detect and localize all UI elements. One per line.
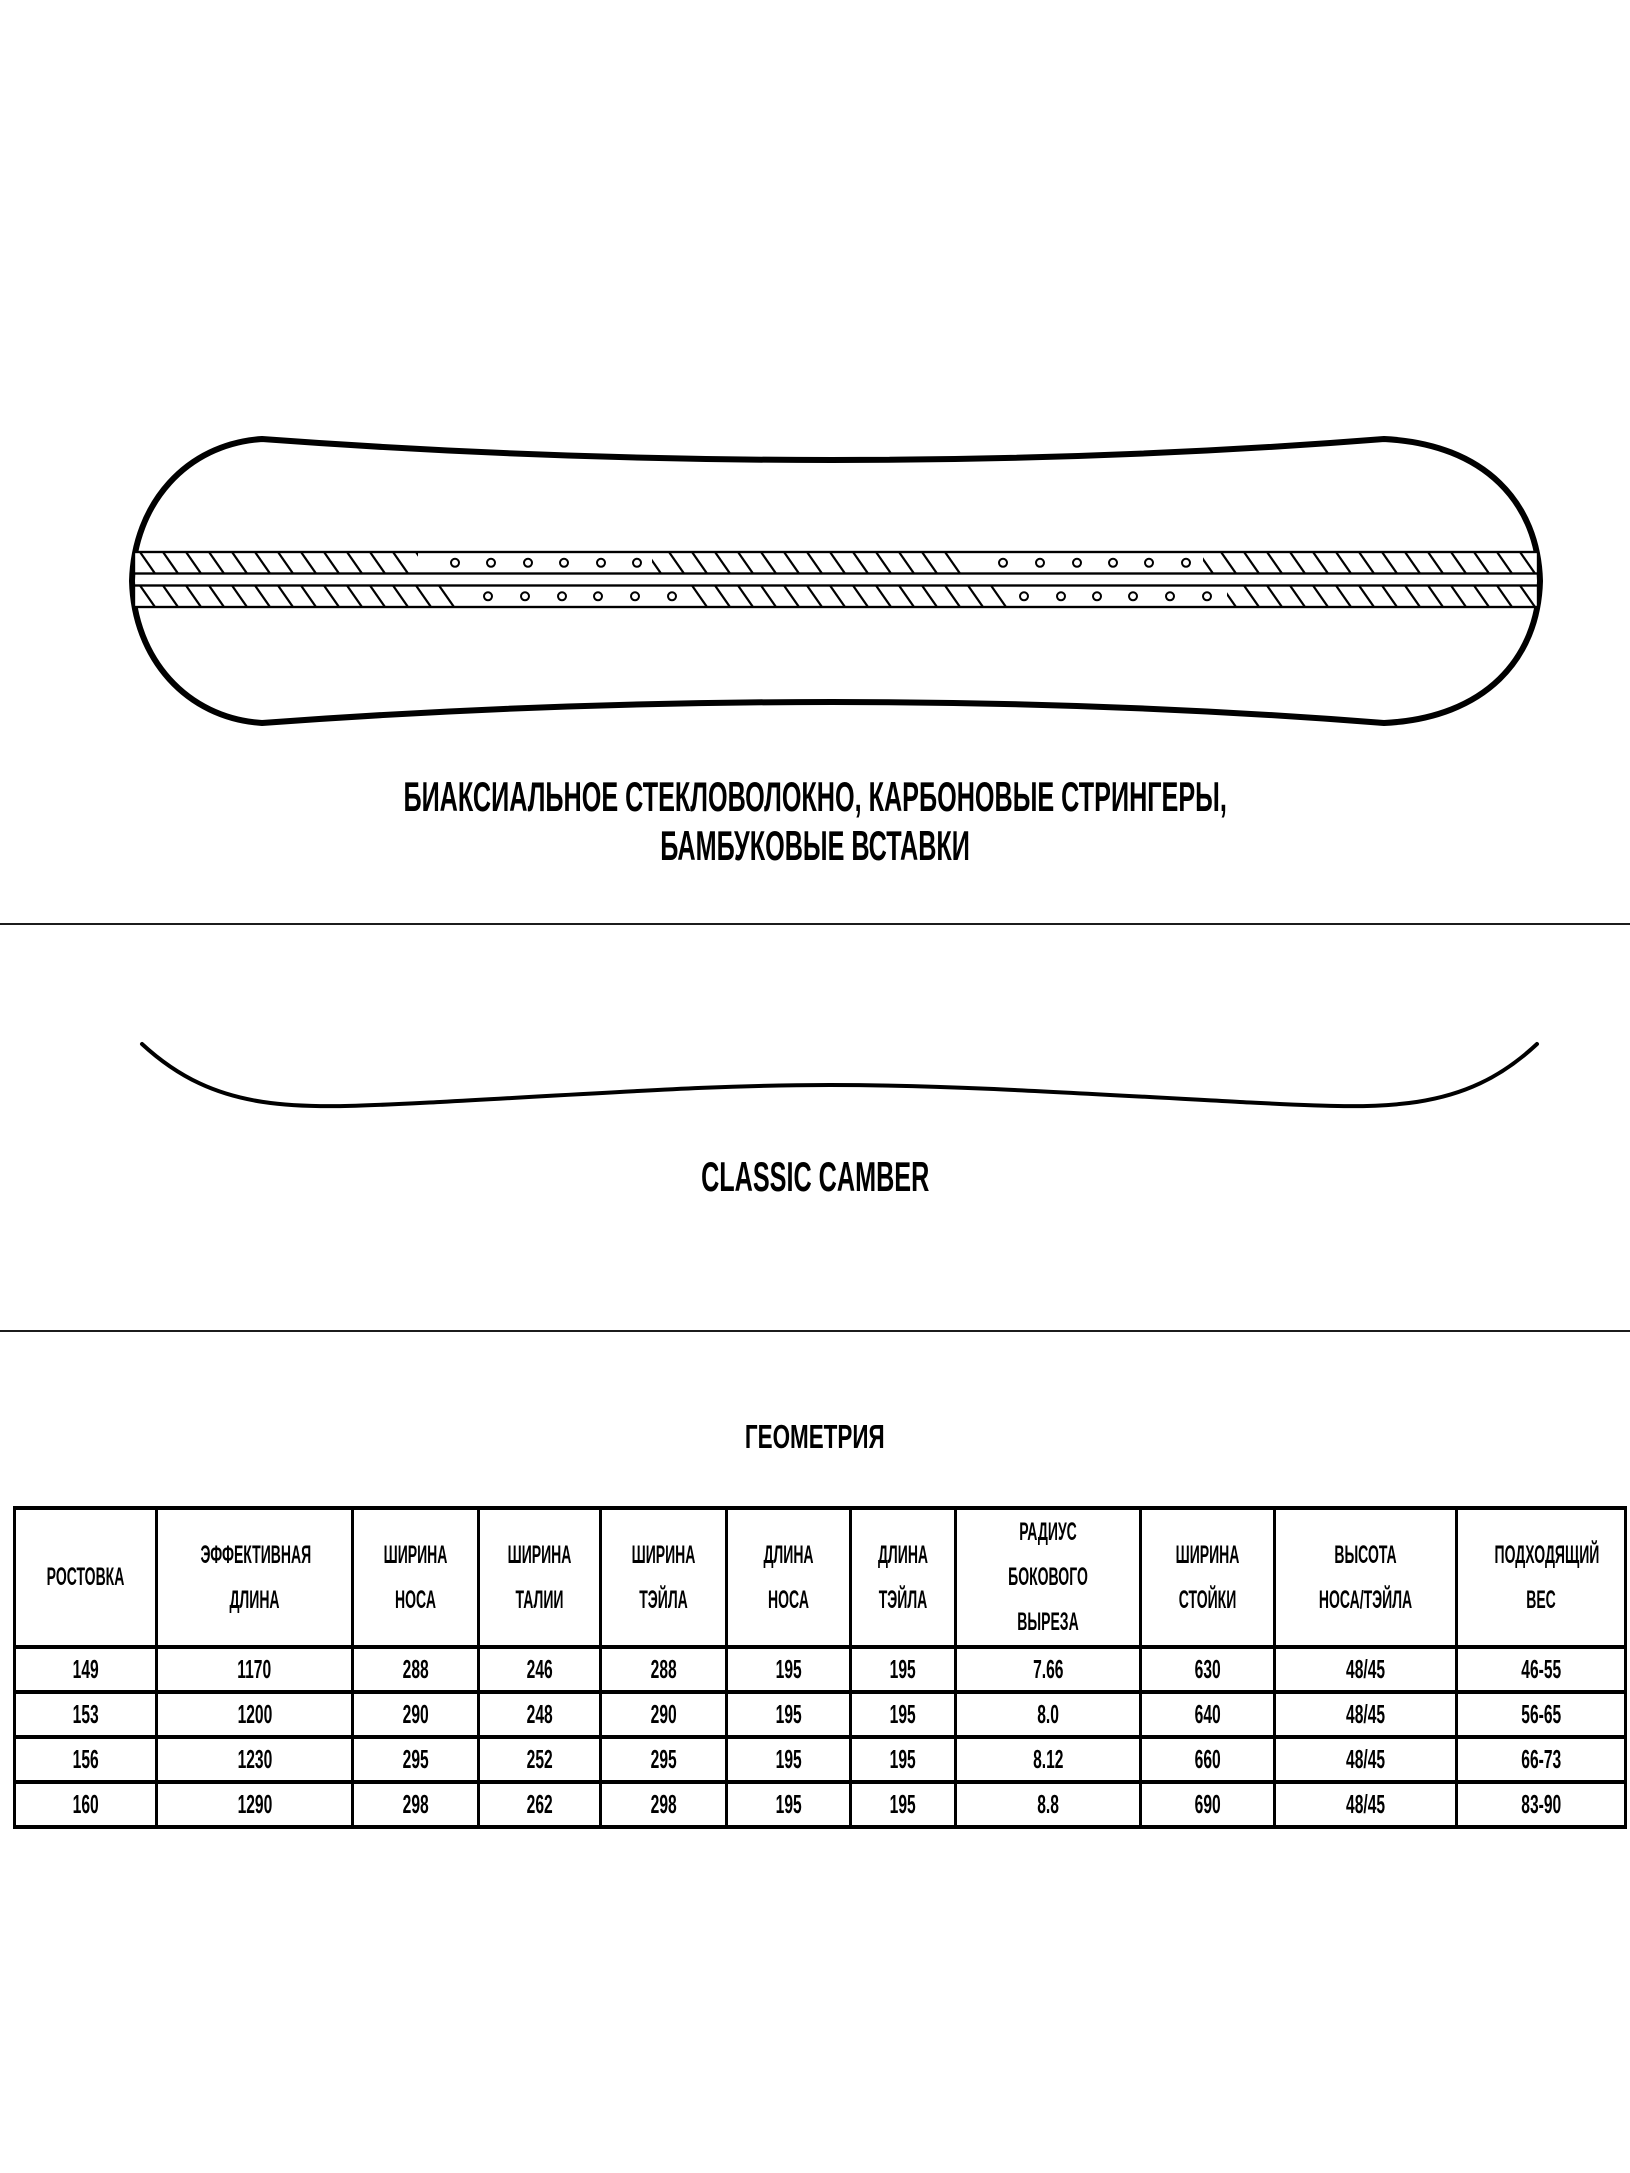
hatch-segment — [690, 586, 1012, 608]
geometry-row-153 — [15, 1692, 1626, 1737]
header-size-label: РОСТОВКА — [46, 1563, 125, 1591]
cell-value: 298 — [402, 1789, 429, 1819]
camber-curve — [142, 1044, 1537, 1106]
geometry-title-wrap — [0, 1418, 1630, 1456]
header-effective-length — [157, 1508, 353, 1647]
geometry-cell — [479, 1737, 601, 1782]
cell-value: 630 — [1194, 1654, 1221, 1684]
geometry-header-row — [15, 1508, 1626, 1647]
cell-value: 195 — [775, 1654, 802, 1684]
geometry-cell — [956, 1647, 1141, 1692]
geometry-cell — [956, 1692, 1141, 1737]
geometry-cell — [15, 1647, 157, 1692]
cell-value: 149 — [72, 1654, 99, 1684]
camber-label-wrap — [0, 1154, 1630, 1200]
header-sidecut-radius — [956, 1508, 1141, 1647]
cell-value: 252 — [526, 1744, 553, 1774]
header-size — [15, 1508, 157, 1647]
cell-value: 48/45 — [1345, 1744, 1386, 1774]
header-stance-width — [1141, 1508, 1275, 1647]
hatch-segment — [1227, 586, 1538, 608]
cell-value: 48/45 — [1345, 1654, 1386, 1684]
geometry-cell — [1457, 1737, 1626, 1782]
cell-value: 156 — [72, 1744, 99, 1774]
geometry-cell — [956, 1737, 1141, 1782]
snowboard-top-view-diagram — [90, 420, 1550, 740]
header-tail-length — [851, 1508, 956, 1647]
geometry-cell — [1275, 1782, 1457, 1827]
header-nose-width-label: ШИРИНА НОСА — [383, 1540, 448, 1614]
cell-value: 295 — [650, 1744, 677, 1774]
construction-caption-line1: БИАКСИАЛЬНОЕ СТЕКЛОВОЛОКНО, КАРБОНОВЫЕ СТРИНГЕРЫ, — [403, 773, 1227, 820]
header-tail-length-label: ДЛИНА ТЭЙЛА — [877, 1540, 929, 1614]
geometry-cell — [15, 1692, 157, 1737]
cell-value: 288 — [402, 1654, 429, 1684]
hatch-segment — [652, 552, 962, 574]
cell-value: 195 — [775, 1744, 802, 1774]
cell-value: 1290 — [237, 1789, 272, 1819]
geometry-cell — [851, 1692, 956, 1737]
geometry-cell — [601, 1647, 727, 1692]
geometry-cell — [1141, 1782, 1275, 1827]
header-waist-width-label: ШИРИНА ТАЛИИ — [507, 1540, 572, 1614]
header-stance-width-label: ШИРИНА СТОЙКИ — [1175, 1540, 1240, 1614]
geometry-cell — [15, 1782, 157, 1827]
camber-label: CLASSIC CAMBER — [700, 1153, 930, 1200]
cell-value: 640 — [1194, 1699, 1221, 1729]
geometry-cell — [353, 1782, 479, 1827]
cell-value: 262 — [526, 1789, 553, 1819]
header-nose-width — [353, 1508, 479, 1647]
cell-value: 298 — [650, 1789, 677, 1819]
header-suitable-weight — [1457, 1508, 1626, 1647]
cell-value: 8.12 — [1032, 1744, 1064, 1774]
header-nose-length — [727, 1508, 851, 1647]
cell-value: 8.8 — [1037, 1789, 1059, 1819]
geometry-cell — [851, 1737, 956, 1782]
geometry-cell — [1457, 1647, 1626, 1692]
geometry-cell — [15, 1737, 157, 1782]
geometry-cell — [727, 1737, 851, 1782]
geometry-cell — [1275, 1647, 1457, 1692]
geometry-cell — [479, 1692, 601, 1737]
hatch-segment — [134, 586, 460, 608]
cell-value: 288 — [650, 1654, 677, 1684]
cell-value: 295 — [402, 1744, 429, 1774]
cell-value: 195 — [775, 1699, 802, 1729]
cell-value: 160 — [72, 1789, 99, 1819]
header-tail-width-label: ШИРИНА ТЭЙЛА — [631, 1540, 696, 1614]
geometry-row-149 — [15, 1647, 1626, 1692]
geometry-title: ГЕОМЕТРИЯ — [745, 1418, 885, 1455]
cell-value: 660 — [1194, 1744, 1221, 1774]
camber-profile-diagram — [0, 1020, 1630, 1150]
geometry-cell — [727, 1647, 851, 1692]
cell-value: 48/45 — [1345, 1699, 1386, 1729]
header-nose-tail-height-label: ВЫСОТА НОСА/ТЭЙЛА — [1318, 1540, 1413, 1614]
cell-value: 48/45 — [1345, 1789, 1386, 1819]
geometry-cell — [1141, 1737, 1275, 1782]
geometry-cell — [479, 1782, 601, 1827]
cell-value: 56-65 — [1521, 1699, 1561, 1729]
geometry-cell — [157, 1782, 353, 1827]
cell-value: 690 — [1194, 1789, 1221, 1819]
geometry-cell — [851, 1647, 956, 1692]
geometry-cell — [727, 1692, 851, 1737]
section-divider — [0, 923, 1630, 925]
geometry-table — [13, 1506, 1627, 1829]
geometry-cell — [479, 1647, 601, 1692]
geometry-cell — [353, 1692, 479, 1737]
cell-value: 195 — [889, 1789, 917, 1819]
cell-value: 246 — [526, 1654, 553, 1684]
construction-caption — [0, 772, 1630, 870]
geometry-cell — [353, 1647, 479, 1692]
cell-value: 290 — [402, 1699, 429, 1729]
geometry-cell — [1141, 1647, 1275, 1692]
geometry-cell — [157, 1737, 353, 1782]
header-nose-length-label: ДЛИНА НОСА — [763, 1540, 814, 1614]
cell-value: 1230 — [237, 1744, 272, 1774]
header-nose-tail-height — [1275, 1508, 1457, 1647]
geometry-cell — [1275, 1737, 1457, 1782]
geometry-cell — [157, 1692, 353, 1737]
cell-value: 195 — [775, 1789, 802, 1819]
cell-value: 153 — [72, 1699, 99, 1729]
hatch-segment — [1203, 552, 1538, 574]
hatch-segment — [134, 552, 418, 574]
geometry-cell — [157, 1647, 353, 1692]
cell-value: 46-55 — [1521, 1654, 1561, 1684]
cell-value: 195 — [889, 1699, 917, 1729]
geometry-row-160 — [15, 1782, 1626, 1827]
geometry-cell — [851, 1782, 956, 1827]
board-outline — [132, 439, 1540, 723]
cell-value: 1200 — [237, 1699, 272, 1729]
cell-value: 195 — [889, 1654, 917, 1684]
geometry-cell — [1457, 1692, 1626, 1737]
geometry-cell — [601, 1692, 727, 1737]
geometry-cell — [601, 1737, 727, 1782]
cell-value: 1170 — [237, 1654, 272, 1684]
header-tail-width — [601, 1508, 727, 1647]
header-waist-width — [479, 1508, 601, 1647]
cell-value: 83-90 — [1521, 1789, 1561, 1819]
geometry-cell — [1141, 1692, 1275, 1737]
cell-value: 248 — [526, 1699, 553, 1729]
cell-value: 290 — [650, 1699, 677, 1729]
header-effective-length-label: ЭФФЕКТИВНАЯ ДЛИНА — [200, 1540, 312, 1614]
cell-value: 66-73 — [1521, 1744, 1561, 1774]
cell-value: 7.66 — [1032, 1654, 1064, 1684]
header-suitable-weight-label: ПОДХОДЯЩИЙ ВЕС — [1494, 1540, 1600, 1614]
geometry-cell — [1457, 1782, 1626, 1827]
header-sidecut-radius-label: РАДИУС БОКОВОГО ВЫРЕЗА — [1008, 1518, 1088, 1636]
geometry-cell — [727, 1782, 851, 1827]
geometry-row-156 — [15, 1737, 1626, 1782]
section-divider — [0, 1330, 1630, 1332]
cell-value: 8.0 — [1037, 1699, 1059, 1729]
construction-caption-line2: БАМБУКОВЫЕ ВСТАВКИ — [660, 822, 970, 869]
geometry-cell — [601, 1782, 727, 1827]
geometry-cell — [956, 1782, 1141, 1827]
geometry-cell — [1275, 1692, 1457, 1737]
geometry-cell — [353, 1737, 479, 1782]
cell-value: 195 — [889, 1744, 917, 1774]
